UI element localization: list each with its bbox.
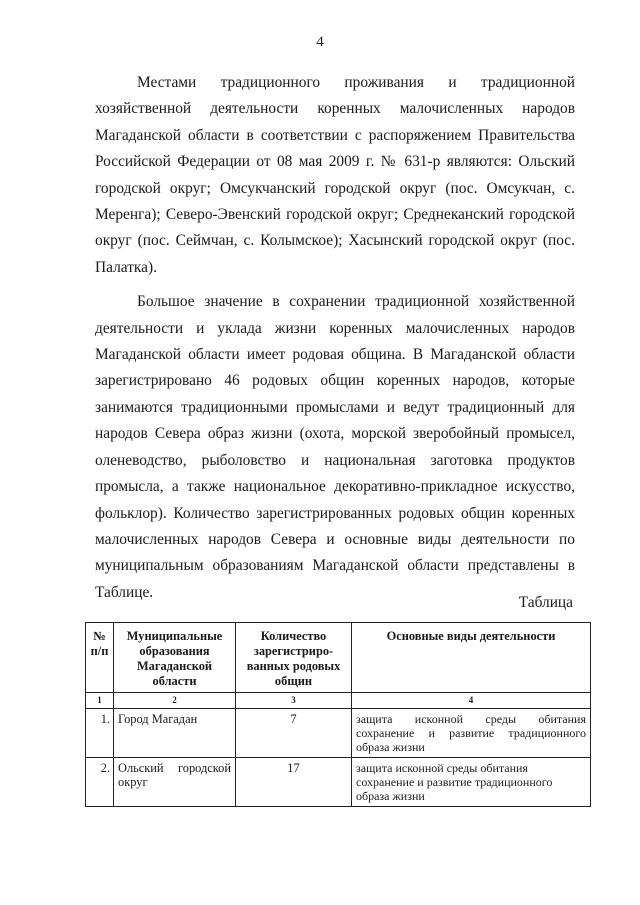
column-number: 4: [352, 693, 591, 709]
header-activities: Основные виды деятельности: [352, 623, 591, 693]
header-municipality: Муниципальные образования Магаданской области: [114, 623, 236, 693]
row-number: 1.: [86, 709, 114, 758]
row-municipality: Ольский городской округ: [114, 758, 236, 807]
row-community-count: 7: [236, 709, 352, 758]
table-row: [86, 758, 591, 807]
table-caption: Таблица: [518, 594, 573, 611]
document-body: [95, 70, 575, 606]
header-community-count: Количество зарегистриро-ванных родовых общин: [236, 623, 352, 693]
column-number: 3: [236, 693, 352, 709]
column-number: 2: [114, 693, 236, 709]
column-number-row: [86, 693, 591, 709]
row-community-count: 17: [236, 758, 352, 807]
row-municipality: Город Магадан: [114, 709, 236, 758]
column-number: 1: [86, 693, 114, 709]
row-activities: защита исконной среды обитания сохранение и развитие традиционного образа жизни: [352, 758, 591, 807]
row-number: 2.: [86, 758, 114, 807]
paragraph-traditional-residence: Местами традиционного проживания и традиционной хозяйственной деятельности коренных малочисленных народов Магаданской области в соответствии с распоряжением Правительства Российской Федерации от 08 мая 2009 г. № 631-р являются: Ольский городской округ; Омсукчанский городской округ (пос. Омсукчан, с. Меренга); Северо-Эвенский городской округ; Среднеканский городской округ (пос. Сеймчан, с. Колымское); Хасынский городской округ (пос. Палатка).: [95, 74, 575, 276]
communities-table: [85, 622, 591, 807]
row-activities: защита исконной среды обитания сохранение и развитие традиционного образа жизни: [352, 709, 591, 758]
paragraph-tribal-communities: Большое значение в сохранении традиционной хозяйственной деятельности и уклада жизни коренных малочисленных народов Магаданской области имеет родовая община. В Магаданской области зарегистрировано 46 родовых общин коренных народов, которые занимаются традиционными промыслами и ведут традиционный для народов Севера образ жизни (охота, морской зверобойный промысел, оленеводство, рыболовство и национальная заготовка продуктов промысла, а также национальное декоративно-прикладное искусство, фольклор). Количество зарегистрированных родовых общин коренных малочисленных народов Севера и основные виды деятельности по муниципальным образованиям Магаданской области представлены в Таблице.: [95, 293, 575, 601]
header-number: № п/п: [86, 623, 114, 693]
page-number: 4: [316, 34, 324, 50]
table-header-row: [86, 623, 591, 693]
table-row: [86, 709, 591, 758]
